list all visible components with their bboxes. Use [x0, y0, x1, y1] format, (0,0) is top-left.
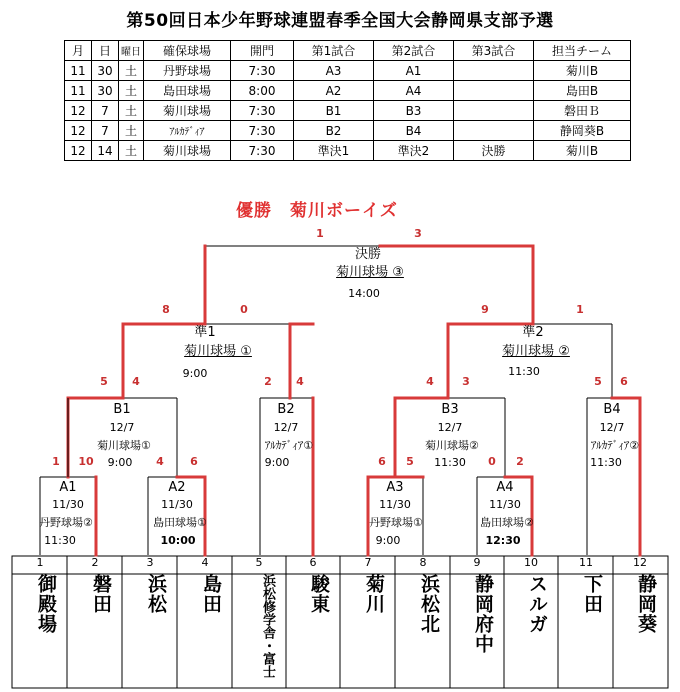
a1-label: A1 — [59, 480, 77, 495]
cell: A3 — [294, 61, 374, 81]
team-number: 8 — [419, 556, 427, 569]
cell: 7:30 — [231, 141, 294, 161]
header-cell: 開門 — [231, 41, 294, 61]
cell: 土 — [119, 81, 144, 101]
header-cell: 曜日 — [119, 41, 144, 61]
cell: 7:30 — [231, 121, 294, 141]
b2-date: 12/7 — [273, 421, 299, 434]
cell: 30 — [92, 81, 119, 101]
a3-score-right: 5 — [406, 455, 414, 468]
b3-label: B3 — [441, 402, 459, 417]
cell: 菊川B — [534, 141, 631, 161]
semi1-score-left: 8 — [162, 303, 170, 316]
a3-score-left: 6 — [378, 455, 386, 468]
cell: 菊川B — [534, 61, 631, 81]
a4-date: 11/30 — [489, 498, 521, 511]
a2-label: A2 — [168, 480, 186, 495]
b4-score-right: 6 — [620, 375, 628, 388]
semi2-label: 準2 — [522, 325, 544, 340]
team-name: 菊川 — [363, 574, 385, 614]
cell: 土 — [119, 61, 144, 81]
team-number: 12 — [633, 556, 647, 569]
cell: B1 — [294, 101, 374, 121]
cell: 土 — [119, 141, 144, 161]
semi2-venue: 菊川球場 ② — [502, 344, 570, 359]
cell: 丹野球場 — [144, 61, 231, 81]
header-cell: 確保球場 — [144, 41, 231, 61]
header-cell: 第1試合 — [294, 41, 374, 61]
semi1-venue: 菊川球場 ① — [184, 344, 252, 359]
final-score-left: 1 — [316, 227, 324, 240]
a1-date: 11/30 — [52, 498, 84, 511]
team-number: 3 — [146, 556, 154, 569]
b1-time: 9:00 — [107, 456, 133, 469]
page-title: 第50回日本少年野球連盟春季全国大会静岡県支部予選 — [126, 11, 554, 31]
header-cell: 担当チーム — [534, 41, 631, 61]
b2-score-right: 4 — [296, 375, 304, 388]
team-name: スルガ — [526, 574, 548, 634]
team-name: 静岡府中 — [472, 574, 494, 654]
b3-score-right: 3 — [462, 375, 470, 388]
team-number: 10 — [524, 556, 538, 569]
cell: 12 — [65, 141, 92, 161]
cell: 30 — [92, 61, 119, 81]
a1-score-right: 10 — [78, 455, 94, 468]
final-score-right: 3 — [414, 227, 422, 240]
semi1-time: 9:00 — [182, 367, 208, 380]
cell: A4 — [374, 81, 454, 101]
a2-score-right: 6 — [190, 455, 198, 468]
a2-date: 11/30 — [161, 498, 193, 511]
b3-time: 11:30 — [434, 456, 466, 469]
a3-venue: 丹野球場① — [369, 516, 423, 529]
b1-date: 12/7 — [109, 421, 135, 434]
team-number: 7 — [364, 556, 372, 569]
cell: B4 — [374, 121, 454, 141]
cell: 14 — [92, 141, 119, 161]
b2-label: B2 — [277, 402, 295, 417]
a3-date: 11/30 — [379, 498, 411, 511]
cell: 7 — [92, 101, 119, 121]
cell: 7 — [92, 121, 119, 141]
team-name: 浜松修学舎・富士 — [260, 574, 275, 678]
cell: 8:00 — [231, 81, 294, 101]
a4-time: 12:30 — [485, 534, 521, 547]
cell: 準決2 — [374, 141, 454, 161]
cell: 磐田Ｂ — [534, 101, 631, 121]
team-name: 駿東 — [308, 574, 330, 614]
b3-venue: 菊川球場② — [425, 439, 479, 452]
b3-score-left: 4 — [426, 375, 434, 388]
final-venue: 菊川球場 ③ — [336, 265, 404, 280]
b4-venue: ｱﾙｶﾃﾞｨｱ② — [590, 439, 640, 452]
a2-time: 10:00 — [160, 534, 196, 547]
team-number: 2 — [91, 556, 99, 569]
header-cell: 第3試合 — [454, 41, 534, 61]
team-number: 5 — [255, 556, 263, 569]
team-number: 6 — [309, 556, 317, 569]
cell: 7:30 — [231, 61, 294, 81]
a1-score-left: 1 — [52, 455, 60, 468]
a4-score-right: 2 — [516, 455, 524, 468]
semi1-label: 準1 — [194, 325, 216, 340]
semi2-score-right: 1 — [576, 303, 584, 316]
b3-date: 12/7 — [437, 421, 463, 434]
header-cell: 第2試合 — [374, 41, 454, 61]
a1-time: 11:30 — [44, 534, 76, 547]
header-cell: 月 — [65, 41, 92, 61]
cell: 島田球場 — [144, 81, 231, 101]
cell: B2 — [294, 121, 374, 141]
b2-score-left: 2 — [264, 375, 272, 388]
cell: 11 — [65, 81, 92, 101]
cell: 決勝 — [454, 141, 534, 161]
cell: A1 — [374, 61, 454, 81]
cell: 土 — [119, 101, 144, 121]
b4-score-left: 5 — [594, 375, 602, 388]
final-label: 決勝 — [354, 247, 382, 262]
a3-time: 9:00 — [375, 534, 401, 547]
b1-venue: 菊川球場① — [97, 439, 151, 452]
winner-banner: 優勝 菊川ボーイズ — [236, 201, 398, 221]
b2-time: 9:00 — [264, 456, 290, 469]
header-cell: 日 — [92, 41, 119, 61]
cell: ｱﾙｶﾃﾞｨｱ — [144, 121, 231, 141]
semi1-score-right: 0 — [240, 303, 248, 316]
team-number: 4 — [201, 556, 209, 569]
cell: A2 — [294, 81, 374, 101]
b2-venue: ｱﾙｶﾃﾞｨｱ① — [264, 439, 314, 452]
team-name: 浜松北 — [418, 574, 440, 634]
cell: 静岡葵B — [534, 121, 631, 141]
team-number: 1 — [36, 556, 44, 569]
b4-date: 12/7 — [599, 421, 625, 434]
a2-venue: 島田球場① — [153, 516, 207, 529]
cell: 島田B — [534, 81, 631, 101]
cell: 準決1 — [294, 141, 374, 161]
cell: 12 — [65, 121, 92, 141]
cell: 菊川球場 — [144, 101, 231, 121]
team-number: 9 — [473, 556, 481, 569]
a3-label: A3 — [386, 480, 404, 495]
semi2-score-left: 9 — [481, 303, 489, 316]
team-name: 磐田 — [90, 574, 112, 614]
b1-label: B1 — [113, 402, 131, 417]
team-number: 11 — [579, 556, 593, 569]
cell: 12 — [65, 101, 92, 121]
cell: 菊川球場 — [144, 141, 231, 161]
final-time: 14:00 — [348, 287, 380, 300]
team-name: 下田 — [581, 574, 603, 614]
team-name: 静岡葵 — [635, 574, 657, 634]
cell: 11 — [65, 61, 92, 81]
a2-score-left: 4 — [156, 455, 164, 468]
a4-score-left: 0 — [488, 455, 496, 468]
cell: 7:30 — [231, 101, 294, 121]
team-name: 御殿場 — [35, 574, 57, 634]
team-name: 島田 — [200, 574, 222, 614]
cell: B3 — [374, 101, 454, 121]
b4-time: 11:30 — [590, 456, 622, 469]
team-name: 浜松 — [145, 574, 167, 614]
b1-score-right: 4 — [132, 375, 140, 388]
b1-score-left: 5 — [100, 375, 108, 388]
a4-venue: 島田球場② — [480, 516, 534, 529]
semi2-time: 11:30 — [508, 365, 540, 378]
b4-label: B4 — [603, 402, 621, 417]
a4-label: A4 — [496, 480, 514, 495]
a1-venue: 丹野球場② — [39, 516, 93, 529]
cell: 土 — [119, 121, 144, 141]
